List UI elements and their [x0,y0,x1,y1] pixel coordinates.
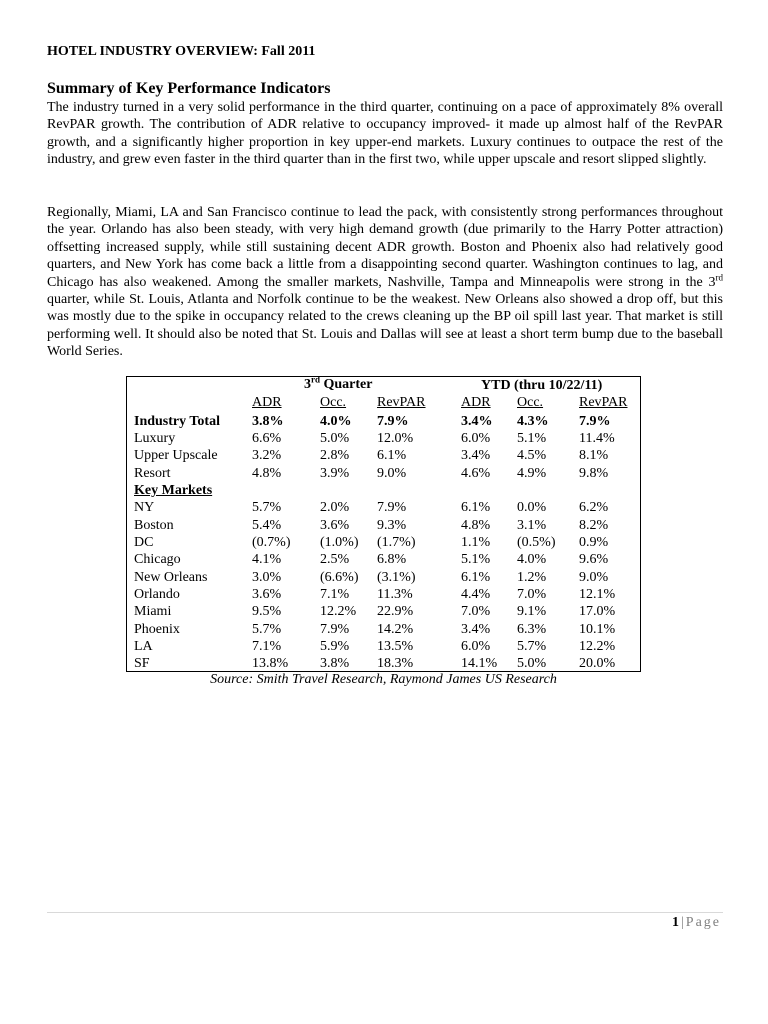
table-cell: 2.8% [320,448,350,464]
paragraph-overview: The industry turned in a very solid performance in the third quarter, continuing on a pace of approximately 8% overall RevPAR growth. The contribution of ADR relative to occupancy improved- it made up almost half of the RevPAR growth, and a significantly higher proportion in key upper-end markets. Luxury continues to outpace the rest of the industry, and grew even faster in the third quarter than in the first two, while upper upscale and resort slipped slightly. [47,100,723,168]
table-cell: 3.8% [320,656,350,672]
row-label: SF [134,656,150,672]
table-cell: (0.7%) [252,534,291,550]
column-header: RevPAR [579,395,628,410]
table-cell: 18.3% [377,656,414,672]
table-cell: 6.1% [461,500,491,516]
table-cell: 5.7% [517,639,547,655]
document-header: HOTEL INDUSTRY OVERVIEW: Fall 2011 [47,44,316,59]
table-cell: 7.1% [320,587,350,602]
table-cell: 11.4% [579,430,615,446]
table-cell: 4.3% [517,413,549,429]
footer-separator: | [680,915,684,930]
table-cell: 20.0% [579,656,616,672]
row-label: LA [134,639,153,655]
row-label: Key Markets [134,482,213,498]
table-cell: 5.7% [252,500,282,516]
table-cell: 6.3% [517,621,547,637]
table-cell: 5.0% [320,430,350,446]
table-cell: 6.6% [252,430,282,446]
table-cell: 9.0% [377,465,407,481]
section-title: Summary of Key Performance Indicators [47,80,331,97]
table-cell: 13.8% [252,656,289,672]
table-cell: 3.6% [252,587,282,602]
table-cell: 4.0% [517,552,547,568]
group-header-3rd-quarter: 3rd Quarter [304,374,373,392]
table-cell: 6.0% [461,430,491,446]
table-cell: 9.0% [579,569,609,585]
table-cell: 7.1% [252,639,282,655]
paragraph-regional: Regionally, Miami, LA and San Francisco continue to lead the pack, with consistently strong performances throughout the year. Orlando has also been steady, with very high demand growth (due primarily to the Harry Potter attraction) offsetting increased supply, while still sustaining decent ADR growth. Boston and Phoenix also had relatively good quarters, and New York has come back a little from a disappointing second quarter. Washington continues to lag, and Chicago has also weakened. Among the smaller markets, Nashville, Tampa and Minneapolis were strong in the 3rd quarter, while St. Louis, Atlanta and Norfolk continue to be the weakest. New Orleans also showed a drop off, but this was mostly due to the spike in occupancy related to the crews cleaning up the BP oil spill last year. That market is still performing well. It should also be noted that St. Louis and Dallas will see at least a short term bump due to the baseball World Series. [47,205,723,360]
row-label: Resort [134,465,171,481]
table-cell: 22.9% [377,604,414,620]
table-cell: 14.1% [461,656,498,672]
table-cell: 3.8% [252,413,284,429]
table-cell: 7.9% [377,500,407,516]
table-cell: 2.0% [320,500,350,516]
table-cell: 10.1% [579,621,616,637]
table-cell: 6.0% [461,639,491,655]
row-label: Chicago [134,552,181,568]
row-label: Luxury [134,430,176,446]
table-cell: 7.9% [579,413,611,429]
footer-divider [47,912,723,913]
table-cell: 11.3% [377,587,413,602]
table-cell: 1.2% [517,569,547,585]
column-header: Occ. [517,395,544,410]
table-cell: 14.2% [377,621,414,637]
kpi-table [126,376,641,672]
table-cell: 7.9% [377,413,409,429]
row-label: Phoenix [134,621,180,637]
table-source: Source: Smith Travel Research, Raymond James US Research [210,672,557,687]
row-label: Boston [134,517,174,533]
table-cell: 0.9% [579,534,609,550]
row-label: DC [134,534,154,550]
table-cell: (6.6%) [320,569,359,585]
table-cell: 3.9% [320,465,350,481]
table-cell: 8.2% [579,517,609,533]
table-cell: 4.8% [252,465,282,481]
table-cell: 6.2% [579,500,609,516]
table-cell: 3.6% [320,517,350,533]
table-cell: 9.6% [579,552,609,568]
table-cell: 3.4% [461,413,493,429]
column-header: Occ. [320,395,347,410]
column-header: RevPAR [377,395,426,410]
table-cell: 5.1% [461,552,491,568]
table-cell: 3.2% [252,448,282,464]
table-cell: 3.1% [517,517,547,533]
table-cell: 0.0% [517,500,547,516]
table-cell: 9.8% [579,465,609,481]
table-cell: 5.7% [252,621,282,637]
table-cell: 4.0% [320,413,352,429]
table-cell: 5.0% [517,656,547,672]
row-label: New Orleans [134,569,208,585]
table-cell: 4.8% [461,517,491,533]
row-label: Industry Total [134,413,220,429]
table-cell: 4.4% [461,587,491,602]
table-cell: 8.1% [579,448,609,464]
table-cell: 9.1% [517,604,547,620]
table-cell: 17.0% [579,604,616,620]
table-cell: 7.0% [517,587,547,602]
row-label: NY [134,500,155,516]
row-label: Orlando [134,587,180,602]
table-cell: 2.5% [320,552,350,568]
row-label: Miami [134,604,172,620]
table-cell: 5.4% [252,517,282,533]
table-cell: 6.8% [377,552,407,568]
table-cell: 9.5% [252,604,282,620]
table-cell: 7.0% [461,604,491,620]
table-cell: 4.9% [517,465,547,481]
table-cell: 12.1% [579,587,616,602]
table-cell: 3.4% [461,448,491,464]
page-footer [672,915,721,931]
page-label: Page [685,915,721,930]
table-cell: (1.0%) [320,534,359,550]
table-cell: 3.0% [252,569,282,585]
table-cell: (0.5%) [517,534,556,550]
table-cell: 9.3% [377,517,407,533]
page-number: 1 [671,915,679,930]
column-header: ADR [252,395,282,410]
table-cell: 4.5% [517,448,547,464]
table-cell: 4.1% [252,552,282,568]
table-cell: 6.1% [461,569,491,585]
table-cell: 6.1% [377,448,407,464]
table-cell: 12.2% [579,639,616,655]
table-cell: (3.1%) [377,569,416,585]
group-header-ytd: YTD (thru 10/22/11) [481,378,603,393]
table-cell: 12.0% [377,430,414,446]
table-cell: 3.4% [461,621,491,637]
table-cell: 7.9% [320,621,350,637]
table-cell: 4.6% [461,465,491,481]
table-cell: 5.1% [517,430,547,446]
table-cell: 5.9% [320,639,350,655]
column-header: ADR [461,395,491,410]
table-cell: 12.2% [320,604,357,620]
table-cell: 1.1% [461,534,491,550]
table-cell: 13.5% [377,639,414,655]
row-label: Upper Upscale [134,448,218,464]
table-cell: (1.7%) [377,534,416,550]
